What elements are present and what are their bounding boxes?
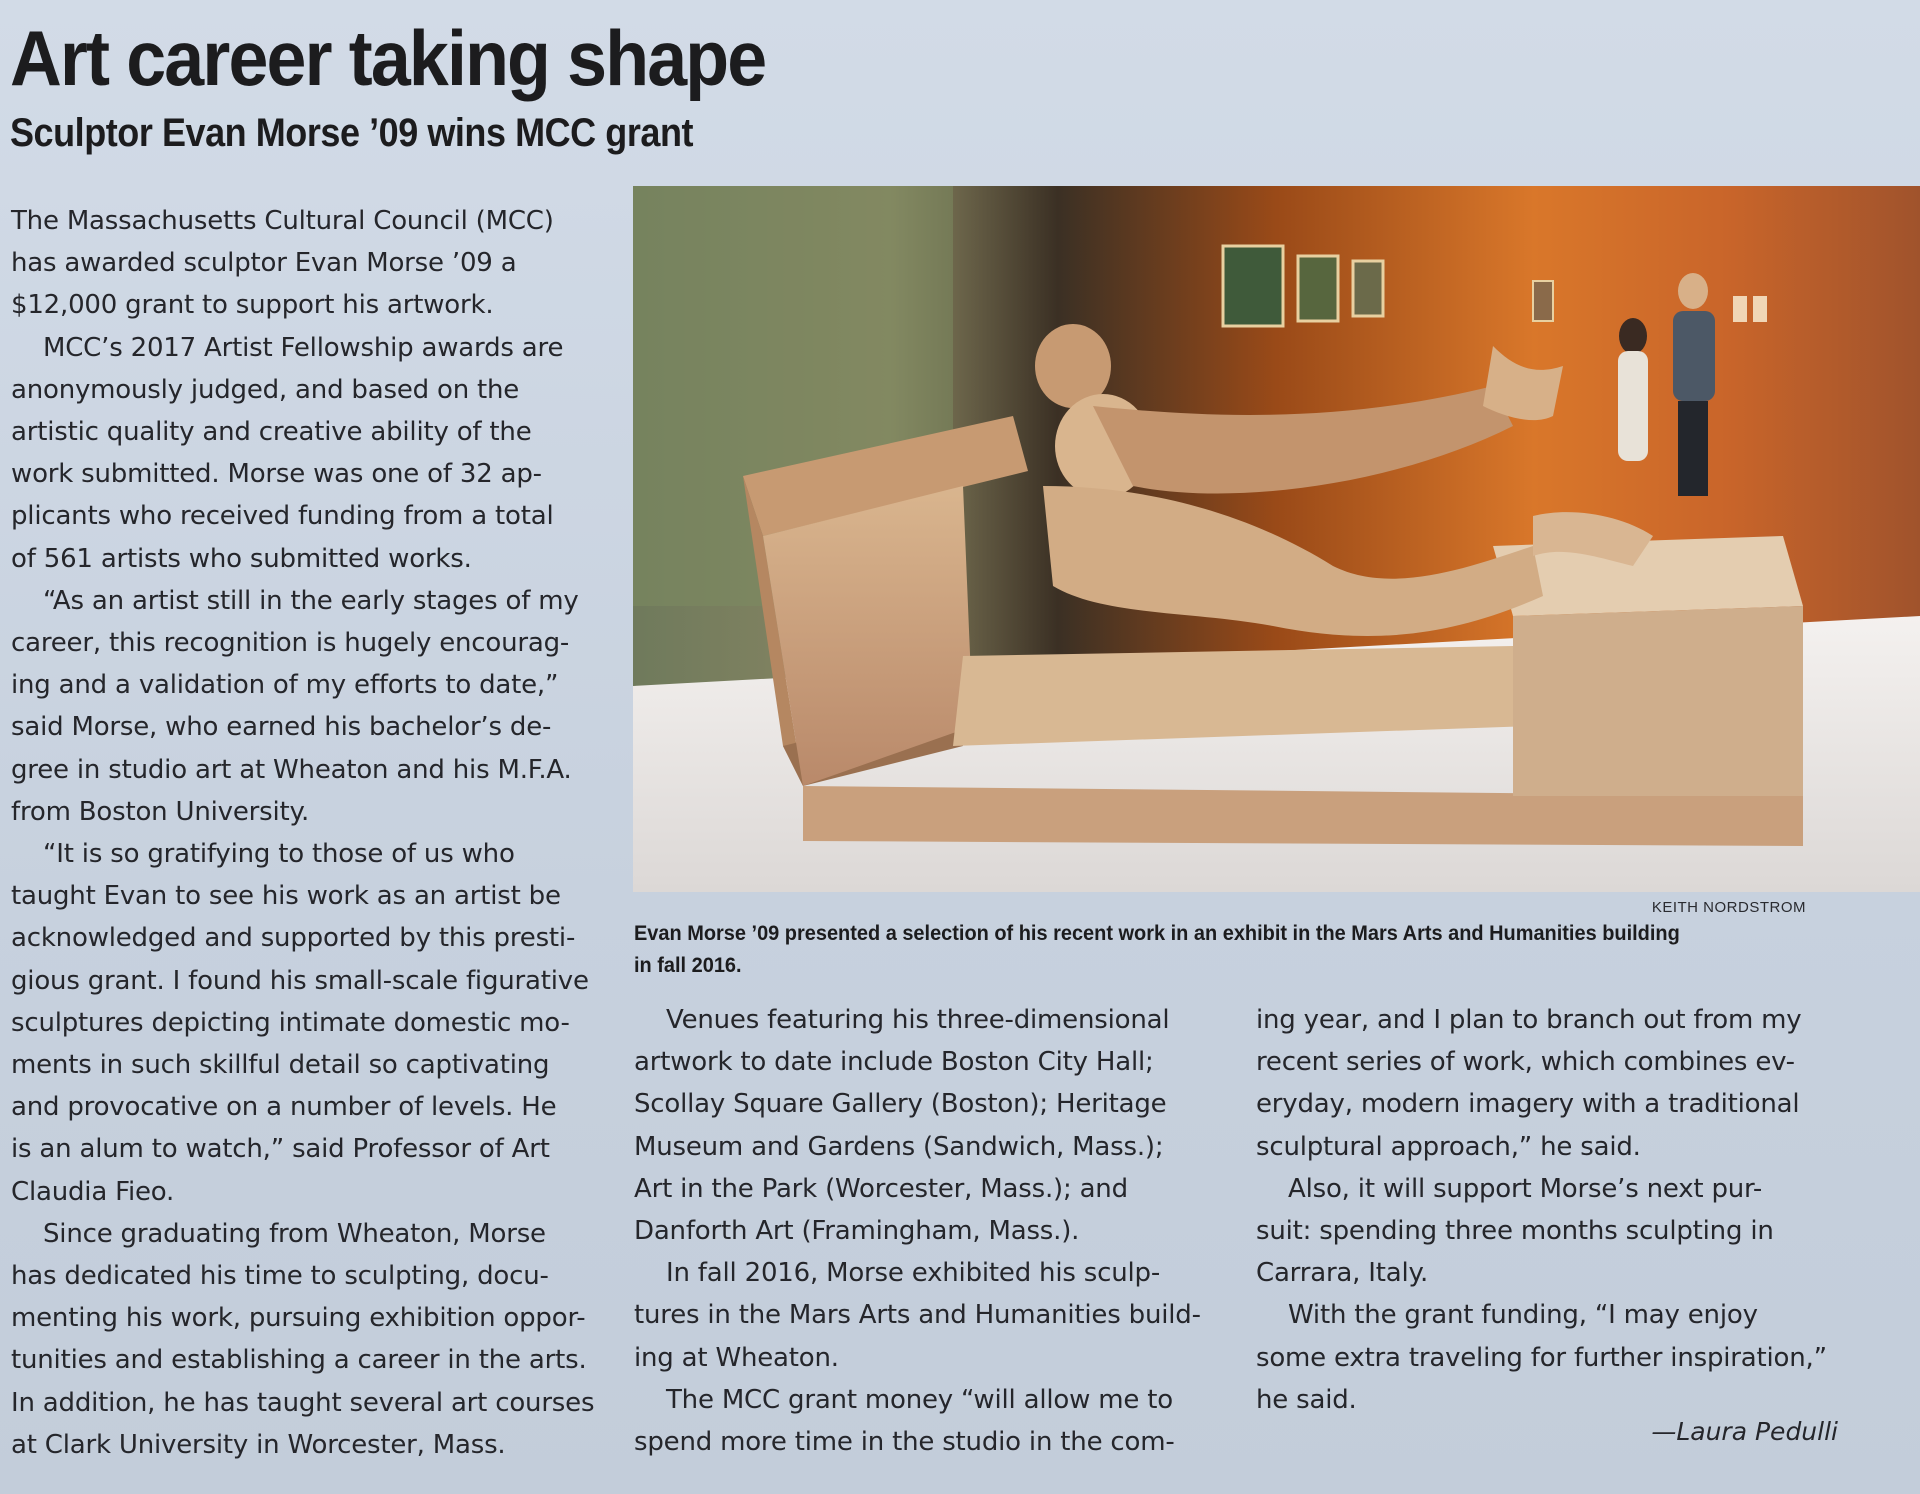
body-text-line: ing at Wheaton. bbox=[634, 1342, 839, 1373]
body-text-line: from Boston University. bbox=[11, 796, 310, 827]
body-text-line: “It is so gratifying to those of us who bbox=[43, 839, 515, 870]
body-text-line: eryday, modern imagery with a traditional bbox=[1256, 1089, 1800, 1120]
body-text-line: The Massachusetts Cultural Council (MCC) bbox=[11, 206, 554, 236]
caption-line: Evan Morse ’09 presented a selection of his recent work in an exhibit in the Mars Arts and Humanities building bbox=[634, 922, 1680, 945]
body-text-line: sculptures depicting intimate domestic mo- bbox=[11, 1007, 570, 1038]
body-text-line: taught Evan to see his work as an artist be bbox=[11, 881, 561, 912]
body-text-line: of 561 artists who submitted works. bbox=[11, 543, 472, 574]
body-text-line: tunities and establishing a career in the arts. bbox=[11, 1345, 587, 1376]
body-column-3 bbox=[1256, 999, 1856, 1421]
body-text-line: work submitted. Morse was one of 32 ap- bbox=[11, 459, 542, 490]
body-text-line: tures in the Mars Arts and Humanities build- bbox=[634, 1300, 1201, 1331]
photo-credit: KEITH NORDSTROM bbox=[1651, 899, 1806, 916]
caption-line: in fall 2016. bbox=[634, 954, 742, 977]
body-text-line: at Clark University in Worcester, Mass. bbox=[11, 1429, 506, 1460]
sculpture-illustration bbox=[633, 186, 1920, 892]
body-text-line: Danforth Art (Framingham, Mass.). bbox=[634, 1216, 1080, 1247]
body-text-line: said Morse, who earned his bachelor’s de- bbox=[11, 712, 552, 743]
body-text-line: some extra traveling for further inspiration,” bbox=[1256, 1342, 1827, 1373]
body-text-line: career, this recognition is hugely encourag- bbox=[11, 628, 570, 659]
body-text-line: anonymously judged, and based on the bbox=[11, 374, 520, 405]
body-text-line: acknowledged and supported by this presti- bbox=[11, 923, 576, 954]
body-text-line: plicants who received funding from a total bbox=[11, 501, 554, 532]
body-text-line: artistic quality and creative ability of the bbox=[11, 417, 532, 448]
body-text-line: recent series of work, which combines ev- bbox=[1256, 1047, 1795, 1078]
body-text-line: Venues featuring his three-dimensional bbox=[666, 1005, 1170, 1035]
article-subhead: Sculptor Evan Morse ’09 wins MCC grant bbox=[10, 111, 694, 155]
body-column-2 bbox=[634, 999, 1214, 1463]
body-text-line: Claudia Fieo. bbox=[11, 1176, 175, 1207]
body-text-line: menting his work, pursuing exhibition oppor- bbox=[11, 1303, 586, 1334]
body-text-line: MCC’s 2017 Artist Fellowship awards are bbox=[43, 332, 564, 363]
body-text-line: gree in studio art at Wheaton and his M.F.A. bbox=[11, 754, 572, 785]
body-text-line: The MCC grant money “will allow me to bbox=[666, 1384, 1173, 1415]
body-text-line: In fall 2016, Morse exhibited his sculp- bbox=[666, 1258, 1160, 1289]
body-text-line: ments in such skillful detail so captivating bbox=[11, 1050, 550, 1081]
body-text-line: ing and a validation of my efforts to date,” bbox=[11, 670, 559, 701]
body-text-line: With the grant funding, “I may enjoy bbox=[1288, 1300, 1758, 1331]
body-text-line: has dedicated his time to sculpting, docu- bbox=[11, 1261, 549, 1292]
body-text-line: Since graduating from Wheaton, Morse bbox=[43, 1218, 546, 1249]
body-text-line: ing year, and I plan to branch out from my bbox=[1256, 1005, 1802, 1035]
body-text-line: spend more time in the studio in the com- bbox=[634, 1427, 1175, 1458]
body-text-line: gious grant. I found his small-scale figurative bbox=[11, 965, 589, 996]
body-text-line: and provocative on a number of levels. He bbox=[11, 1092, 557, 1123]
body-text-line: is an alum to watch,” said Professor of Art bbox=[11, 1134, 550, 1165]
body-text-line: Carrara, Italy. bbox=[1256, 1258, 1429, 1289]
body-column-1 bbox=[11, 200, 611, 1466]
sculpture-photo bbox=[633, 186, 1920, 892]
photo-caption bbox=[634, 918, 1774, 982]
body-text-line: Museum and Gardens (Sandwich, Mass.); bbox=[634, 1131, 1164, 1162]
body-text-line: he said. bbox=[1256, 1384, 1357, 1415]
body-text-line: Also, it will support Morse’s next pur- bbox=[1288, 1173, 1763, 1204]
body-text-line: In addition, he has taught several art courses bbox=[11, 1387, 595, 1418]
body-text-line: Art in the Park (Worcester, Mass.); and bbox=[634, 1173, 1128, 1204]
body-text-line: artwork to date include Boston City Hall; bbox=[634, 1047, 1154, 1078]
body-text-line: “As an artist still in the early stages of my bbox=[43, 585, 579, 616]
body-text-line: Scollay Square Gallery (Boston); Heritage bbox=[634, 1089, 1167, 1120]
body-text-line: suit: spending three months sculpting in bbox=[1256, 1216, 1774, 1247]
body-text-line: has awarded sculptor Evan Morse ’09 a bbox=[11, 248, 517, 279]
article-headline: Art career taking shape bbox=[10, 14, 766, 102]
author-byline: —Laura Pedulli bbox=[1651, 1417, 1838, 1446]
body-text-line: sculptural approach,” he said. bbox=[1256, 1131, 1641, 1162]
body-text-line: $12,000 grant to support his artwork. bbox=[11, 290, 494, 321]
